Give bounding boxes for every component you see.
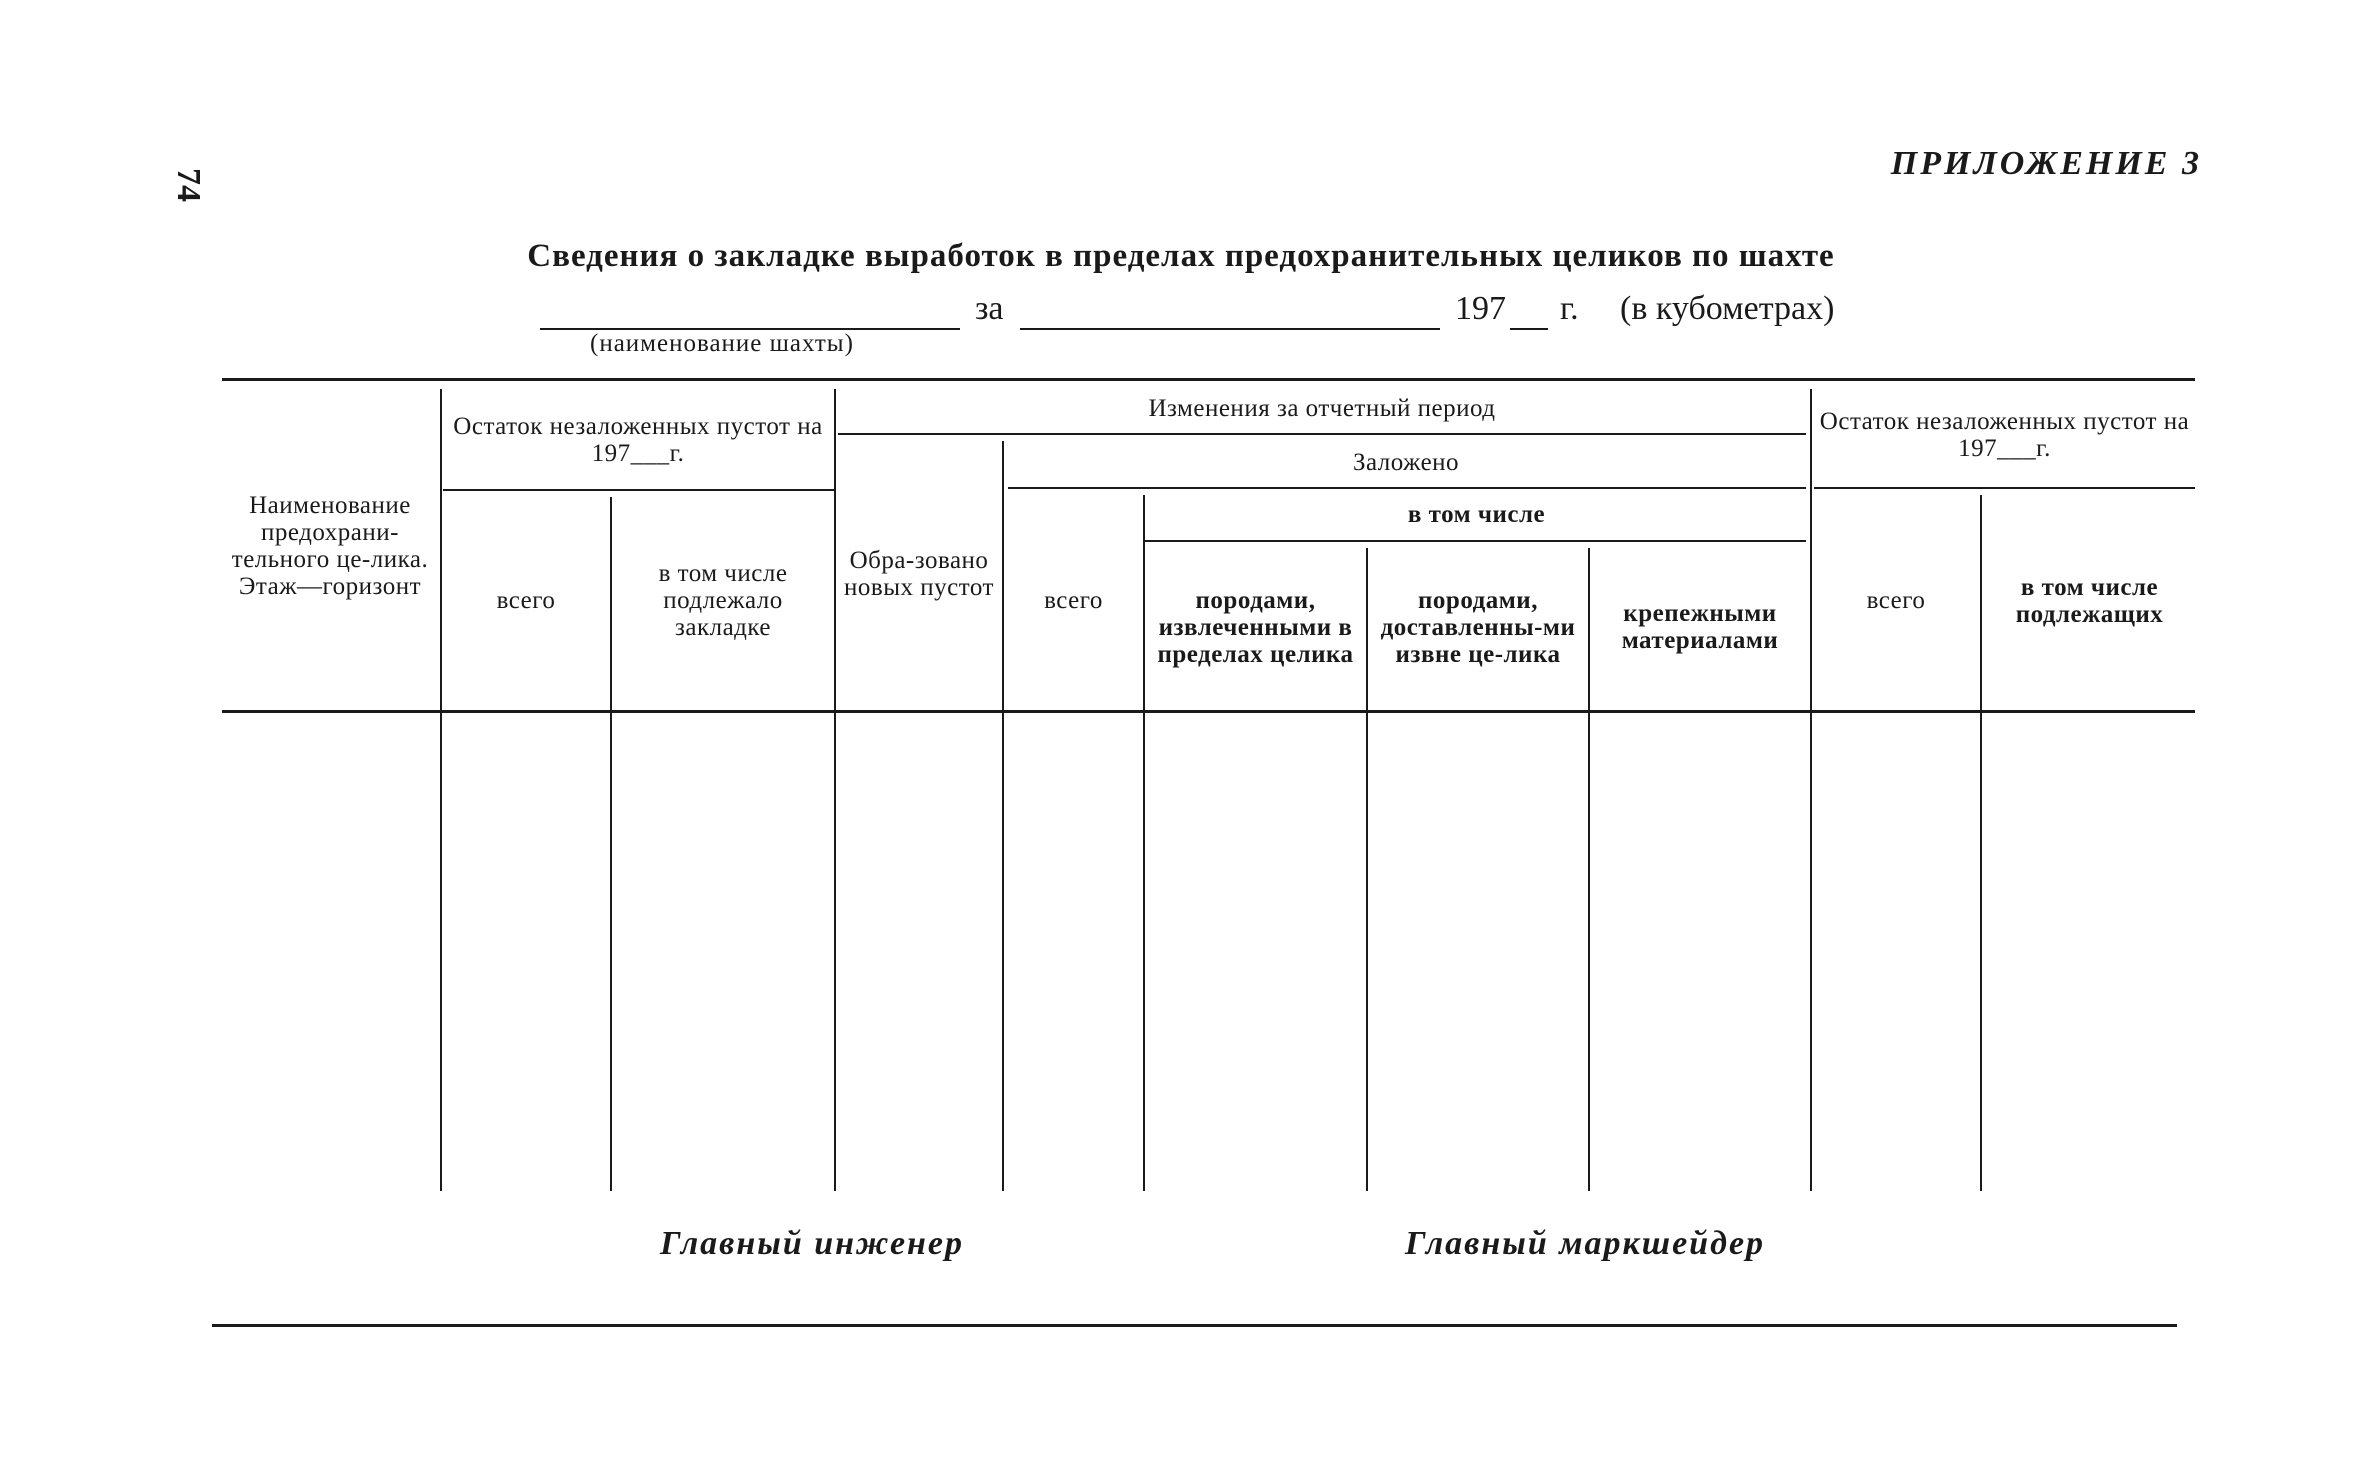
col-header-rock-delivered: породами, доставленны-ми извне це-лика bbox=[1380, 586, 1576, 668]
col-header-remainder-end: Остаток незаложенных пустот на 197___г. bbox=[1819, 408, 2190, 462]
filled-underline bbox=[1008, 487, 1806, 489]
units-label: (в кубометрах) bbox=[1620, 290, 1835, 327]
col-header-fastening: крепежными материалами bbox=[1621, 600, 1779, 654]
col-header-including: в том числе bbox=[1407, 500, 1546, 528]
col-header-formed-voids: Обра-зовано новых пустот bbox=[844, 546, 994, 601]
za-label: за bbox=[975, 290, 1004, 327]
chief-surveyor-signature: Главный маркшейдер bbox=[1405, 1225, 1766, 1262]
table-header-bottom-rule bbox=[222, 710, 2195, 713]
year-blank bbox=[1510, 292, 1548, 330]
table-top-rule bbox=[222, 378, 2195, 381]
col-divider bbox=[440, 389, 442, 1191]
changes-underline bbox=[838, 433, 1806, 435]
page-number: 74 bbox=[170, 168, 207, 202]
col-divider bbox=[1143, 495, 1145, 1191]
col-divider bbox=[1002, 441, 1004, 1191]
year-suffix: г. bbox=[1560, 290, 1579, 327]
col-header-total: всего bbox=[496, 587, 556, 614]
year-prefix: 197 bbox=[1455, 290, 1506, 327]
col-header-changes: Изменения за отчетный период bbox=[1148, 394, 1496, 422]
mine-name-caption: (наименование шахты) bbox=[590, 330, 854, 357]
document-title: Сведения о закладке выработок в пределах предохранительных целиков по шахте bbox=[527, 238, 1835, 274]
col-divider bbox=[1810, 389, 1812, 1191]
col-divider bbox=[610, 497, 612, 1191]
col-header-filled-total: всего bbox=[1044, 587, 1103, 614]
page-bottom-rule bbox=[212, 1324, 2177, 1327]
col-header-filled: Заложено bbox=[1352, 448, 1460, 476]
appendix-label: ПРИЛОЖЕНИЕ 3 bbox=[1890, 145, 2202, 182]
col-divider bbox=[1588, 548, 1590, 1191]
including-underline bbox=[1145, 540, 1806, 542]
col-divider bbox=[1980, 495, 1982, 1191]
col-header-incl-subject: в том числе подлежало закладке bbox=[658, 560, 788, 641]
mine-name-blank bbox=[540, 292, 960, 330]
col-header-end-total: всего bbox=[1866, 587, 1926, 614]
col-divider bbox=[1366, 548, 1368, 1191]
col-header-rock-extracted: породами, извлеченными в пределах целика bbox=[1157, 586, 1354, 668]
chief-engineer-signature: Главный инженер bbox=[660, 1225, 965, 1262]
remainder-end-underline bbox=[1814, 487, 2195, 489]
col-divider bbox=[834, 389, 836, 1191]
period-blank bbox=[1020, 292, 1440, 330]
col-header-remainder-start: Остаток незаложенных пустот на 197___г. bbox=[453, 413, 823, 467]
col-header-name: Наименование предохрани-тельного це-лика. Этаж—горизонт bbox=[231, 491, 429, 600]
col-header-end-incl-subject: в том числе подлежащих bbox=[2015, 573, 2164, 628]
